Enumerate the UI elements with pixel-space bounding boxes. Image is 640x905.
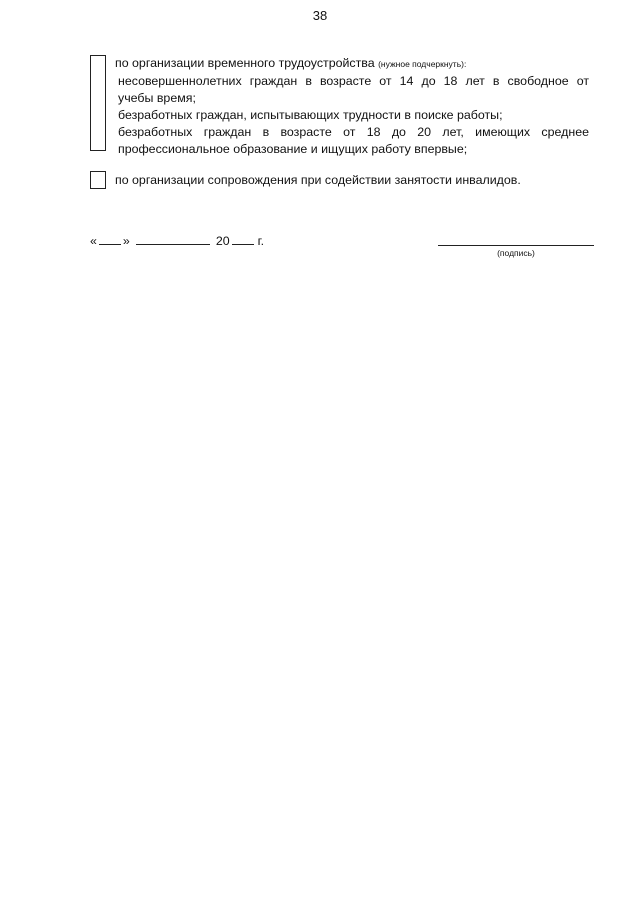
- option-title-line: [115, 55, 589, 73]
- signature-caption: (подпись): [497, 248, 535, 258]
- sub-item-unemployed-difficulty: безработных граждан, испытывающих трудности в поиске работы;: [118, 108, 503, 122]
- sub-item-young-unemployed-line-1: безработных граждан в возрасте от 18 до 20 лет, имеющих среднее: [118, 125, 589, 139]
- option-title: по организации временного трудоустройства: [115, 56, 375, 70]
- temporary-employment-checkbox[interactable]: [90, 55, 106, 151]
- sub-item-young-unemployed-line-2: профессиональное образование и ищущих работу впервые;: [118, 142, 468, 156]
- day-blank[interactable]: [99, 232, 121, 245]
- underline-note: (нужное подчеркнуть):: [378, 59, 467, 69]
- century: 20: [215, 234, 230, 248]
- sub-item-minors-line-2: учебы время;: [118, 91, 196, 105]
- disabled-support-checkbox[interactable]: [90, 171, 106, 189]
- open-quote: «: [90, 234, 97, 248]
- signature-line[interactable]: [438, 245, 594, 246]
- sub-item-minors-line-1: несовершеннолетних граждан в возрасте от 14 до 18 лет в свободное от: [118, 74, 589, 88]
- disabled-support-option: по организации сопровождения при содействии занятости инвалидов.: [115, 173, 521, 187]
- close-quote: »: [122, 234, 130, 248]
- temporary-employment-option: [115, 55, 589, 158]
- page-number: 38: [312, 8, 328, 23]
- year-suffix: г.: [257, 234, 265, 248]
- date-line: [90, 232, 264, 250]
- month-blank[interactable]: [136, 232, 210, 245]
- year-blank[interactable]: [232, 232, 254, 245]
